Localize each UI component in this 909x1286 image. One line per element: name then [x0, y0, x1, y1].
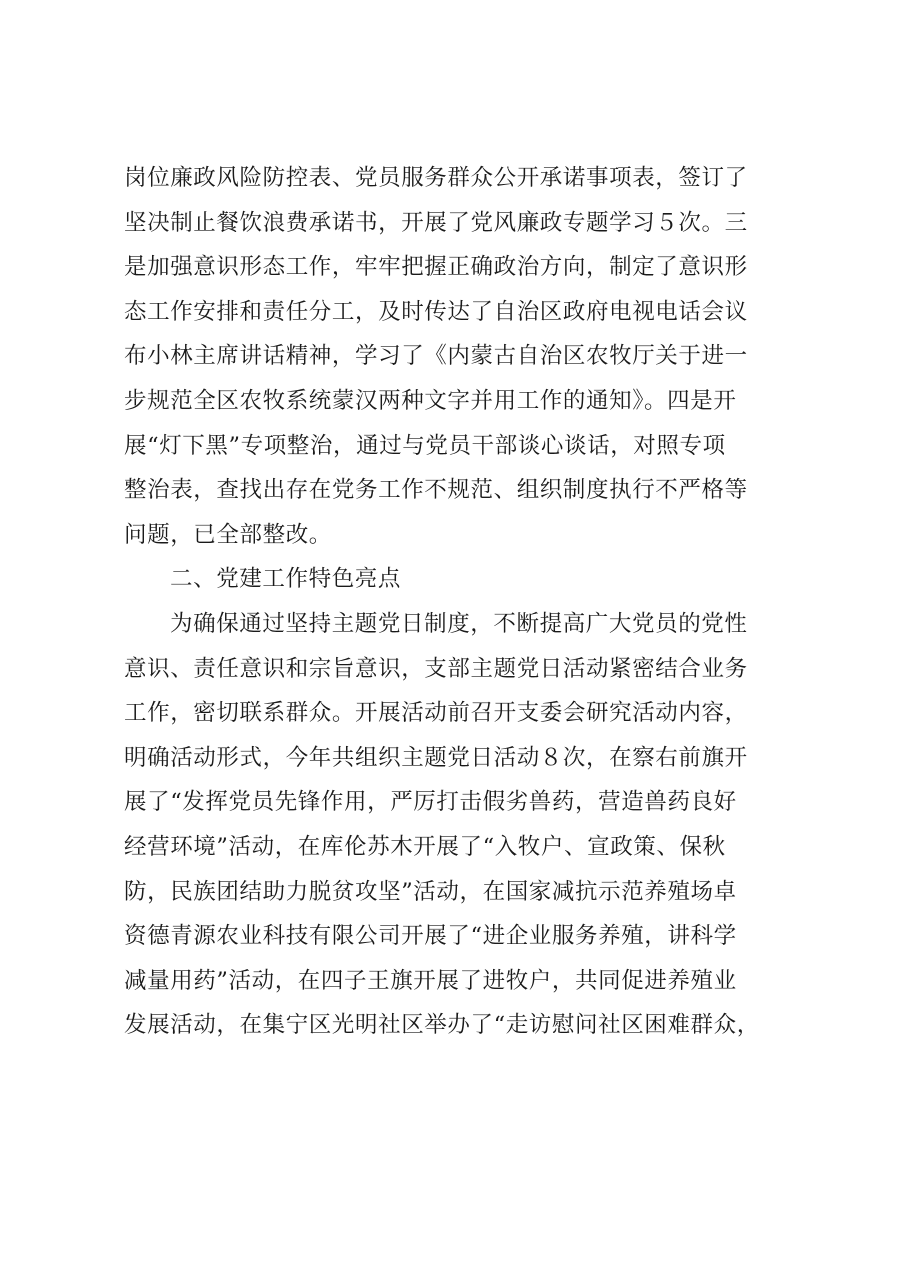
text-line: 是加强意识形态工作，牢牢把握正确政治方向，制定了意识形 [124, 254, 748, 281]
text-line: 整治表，查找出存在党务工作不规范、组织制度执行不严格等 [124, 477, 748, 504]
text-line: 坚决制止餐饮浪费承诺书，开展了党风廉政专题学习５次。三 [124, 209, 748, 236]
text-line: 布小林主席讲话精神，学习了《内蒙古自治区农牧厅关于进一 [124, 343, 748, 370]
text-line: 明确活动形式，今年共组织主题党日活动８次，在察右前旗开 [124, 744, 748, 771]
text-line: 展了“发挥党员先锋作用，严厉打击假劣兽药，营造兽药良好 [124, 789, 737, 816]
text-line: 发展活动，在集宁区光明社区举办了“走访慰问社区困难群众， [124, 1012, 760, 1039]
text-line: 资德青源农业科技有限公司开展了“进企业服务养殖，讲科学 [124, 923, 737, 950]
text-line: 经营环境”活动，在库伦苏木开展了“入牧户、宣政策、保秋 [124, 833, 726, 860]
text-line: 工作，密切联系群众。开展活动前召开支委会研究活动内容， [124, 700, 748, 727]
text-line: 问题，已全部整改。 [124, 521, 332, 548]
document-body [124, 156, 814, 1048]
paragraph-first-line: 为确保通过坚持主题党日制度，不断提高广大党员的党性 [170, 610, 748, 637]
section-heading: 二、党建工作特色亮点 [170, 566, 402, 593]
text-line: 步规范全区农牧系统蒙汉两种文字并用工作的通知》。四是开 [124, 387, 737, 414]
text-line: 防，民族团结助力脱贫攻坚”活动，在国家减抗示范养殖场卓 [124, 878, 737, 905]
text-line: 展“灯下黑”专项整治，通过与党员干部谈心谈话，对照专项 [124, 432, 726, 459]
text-line: 态工作安排和责任分工，及时传达了自治区政府电视电话会议 [124, 298, 748, 325]
text-line: 意识、责任意识和宗旨意识，支部主题党日活动紧密结合业务 [124, 655, 748, 682]
text-line: 减量用药”活动，在四子王旗开展了进牧户，共同促进养殖业 [124, 967, 737, 994]
text-line: 岗位廉政风险防控表、党员服务群众公开承诺事项表，签订了 [124, 165, 748, 191]
